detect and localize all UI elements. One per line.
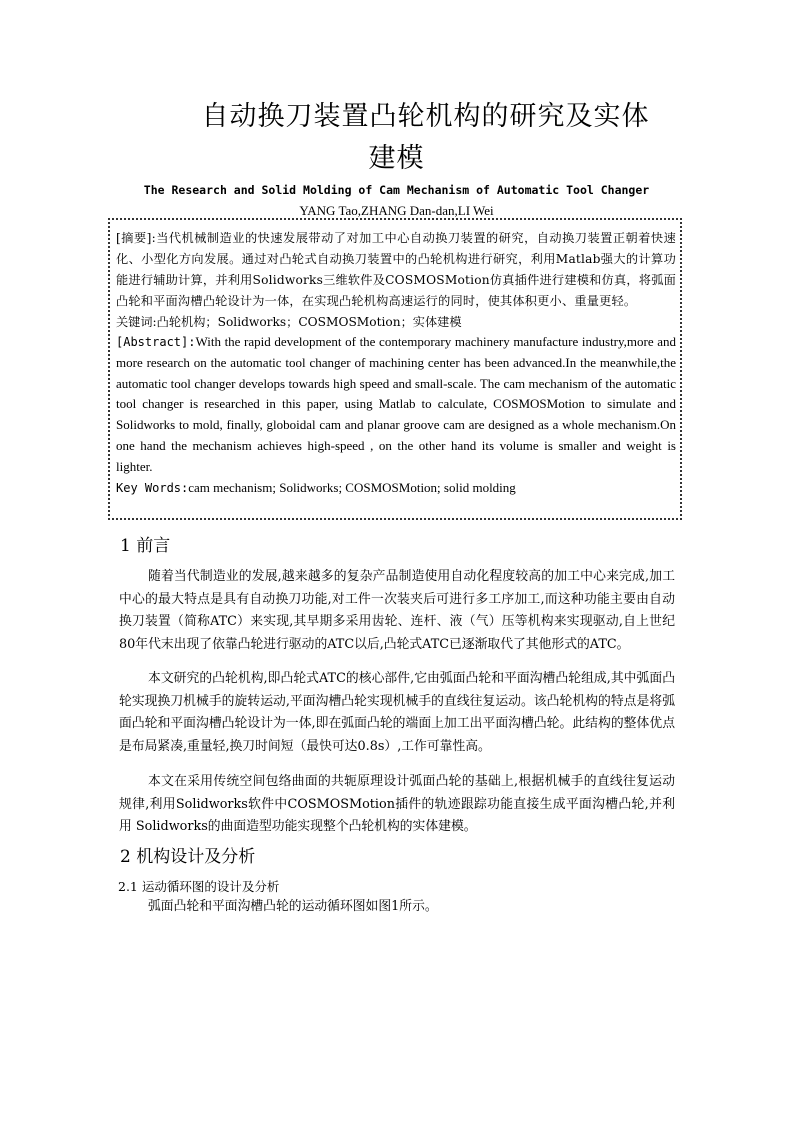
abstract-en bbox=[116, 332, 676, 478]
section1-paragraph-1: 随着当代制造业的发展,越来越多的复杂产品制造使用自动化程度较高的加工中心来完成,加工中心的最大特点是具有自动换刀功能,对工件一次装夹后可进行多工序加工,而这种功能主要由自动换刀装置（简称ATC）来实现,其早期多采用齿轮、连杆、液（气）压等机构来实现驱动,自上世纪80年代末出现了依靠凸轮进行驱动的ATC以后,凸轮式ATC已逐渐取代了其他形式的ATC。 bbox=[119, 569, 675, 652]
section-heading-1: 1 前言 bbox=[120, 536, 171, 556]
abstract-box bbox=[108, 218, 682, 520]
section1-paragraph-3: 本文在采用传统空间包络曲面的共轭原理设计弧面凸轮的基础上,根据机械手的直线往复运动规律,利用Solidworks软件中COSMOSMotion插件的轨迹跟踪功能直接生成平面沟槽凸轮,并利用 Solidworks的曲面造型功能实现整个凸轮机构的实体建模。 bbox=[119, 774, 675, 835]
keywords-cn bbox=[116, 312, 676, 332]
subsection2-1-paragraph-1: 弧面凸轮和平面沟槽凸轮的运动循环图如图1所示。 bbox=[148, 899, 438, 914]
abstract-cn-label: [摘要]: bbox=[116, 231, 156, 245]
keywords-cn-text: 凸轮机构；Solidworks；COSMOSMotion；实体建模 bbox=[156, 315, 462, 329]
keywords-en bbox=[116, 478, 676, 498]
abstract-cn bbox=[116, 228, 676, 312]
abstract-en-text: With the rapid development of the contemporary machinery manufacture industry,more and more research on the automatic tool changer of machining center has been advanced.In the meanwhile,the automatic tool changer develops towards high speed and small-scale. The cam mechanism of the automatic tool changer is researched in this paper, using Matlab to calculate, COSMOSMotion to simulate and Solidworks to mold, finally, globoidal cam and planar groove cam are designed as a whole mechanism.On one hand the mechanism achieves high-speed , on the other hand its volume is smaller and weight is lighter. bbox=[116, 334, 676, 474]
author-list: YANG Tao,ZHANG Dan-dan,LI Wei bbox=[299, 203, 494, 218]
paper-title-line1: 自动换刀装置凸轮机构的研究及实体 bbox=[201, 101, 650, 132]
paper-title-line2: 建模 bbox=[368, 143, 425, 174]
keywords-cn-label: 关键词: bbox=[116, 315, 157, 329]
paper-title-english: The Research and Solid Molding of Cam Mechanism of Automatic Tool Changer bbox=[143, 183, 650, 197]
section1-paragraph-2: 本文研究的凸轮机构,即凸轮式ATC的核心部件,它由弧面凸轮和平面沟槽凸轮组成,其中弧面凸轮实现换刀机械手的旋转运动,平面沟槽凸轮实现机械手的直线往复运动。该凸轮机构的特点是将弧面凸轮和平面沟槽凸轮设计为一体,即在弧面凸轮的端面上加工出平面沟槽凸轮。此结构的整体优点是布局紧凑,重量轻,换刀时间短（最快可达0.8s）,工作可靠性高。 bbox=[119, 671, 675, 754]
section-heading-2: 2 机构设计及分析 bbox=[120, 847, 256, 867]
keywords-en-label: Key Words: bbox=[116, 480, 189, 495]
abstract-en-label: [Abstract]: bbox=[116, 335, 196, 349]
subsection-heading-2-1: 2.1 运动循环图的设计及分析 bbox=[118, 879, 280, 894]
abstract-cn-text: 当代机械制造业的快速发展带动了对加工中心自动换刀装置的研究，自动换刀装置正朝着快速化、小型化方向发展。通过对凸轮式自动换刀装置中的凸轮机构进行研究，利用Matlab强大的计算功能进行辅助计算，并利用Solidworks三维软件及COSMOSMotion仿真插件进行建模和仿真，将弧面凸轮和平面沟槽凸轮设计为一体，在实现凸轮机构高速运行的同时，使其体积更小、重量更轻。 bbox=[116, 231, 676, 308]
keywords-en-text: cam mechanism; Solidworks; COSMOSMotion; solid molding bbox=[188, 479, 516, 495]
